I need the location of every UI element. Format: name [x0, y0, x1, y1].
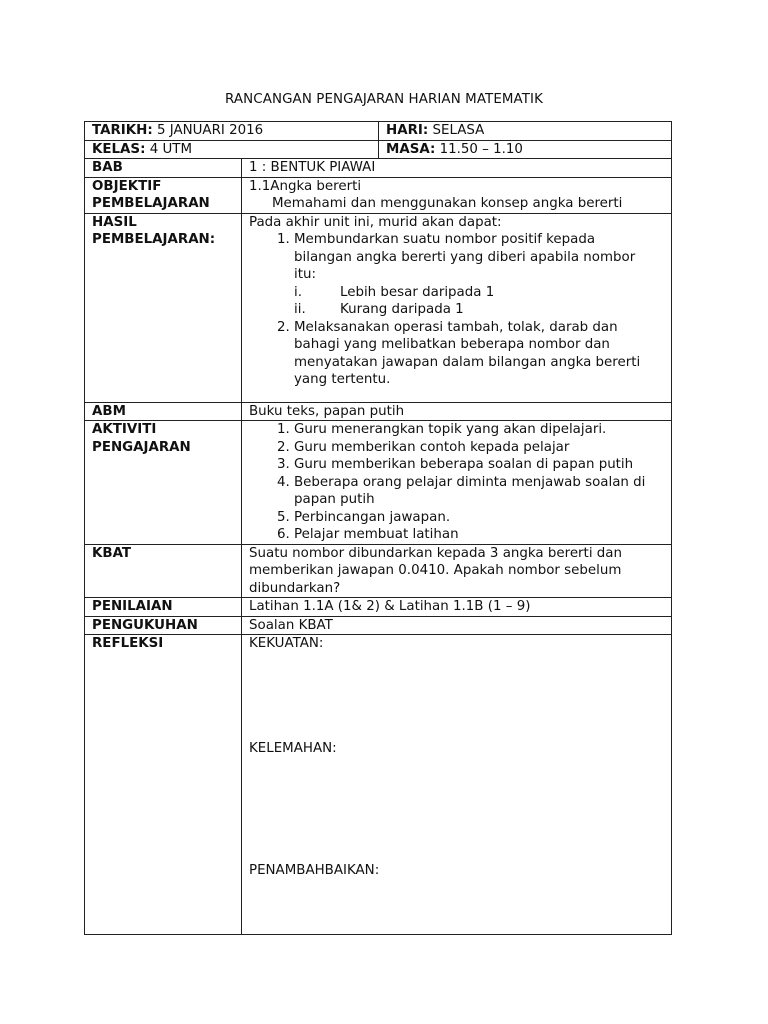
tarikh-cell	[85, 122, 379, 141]
objektif-row	[85, 177, 672, 213]
aktiviti-item: 6. Pelajar membuat latihan	[294, 526, 671, 544]
hasil-sub-1	[294, 284, 671, 302]
kelas-label: KELAS:	[92, 141, 146, 157]
objektif-label-line1: OBJEKTIF	[92, 178, 162, 194]
objektif-line2: Memahami dan menggunakan konsep angka bererti	[272, 196, 623, 211]
hasil-sub-1-num: i.	[294, 284, 302, 300]
hasil-sub-2-num: ii.	[294, 302, 306, 317]
hasil-sub-1-text: Lebih besar daripada 1	[340, 284, 495, 300]
kbat-label: KBAT	[85, 544, 242, 598]
bab-label: BAB	[85, 159, 242, 178]
hasil-label-line1: HASIL	[92, 214, 137, 230]
hasil-item-1-text: 1. Membundarkan suatu nombor positif kepada bilangan angka bererti yang diberi apabila nombor itu:	[294, 232, 636, 282]
page-title: RANCANGAN PENGAJARAN HARIAN MATEMATIK	[225, 92, 543, 107]
bab-value: 1 : BENTUK PIAWAI	[242, 159, 672, 178]
objektif-label	[85, 177, 242, 213]
objektif-value	[242, 177, 672, 213]
hari-value: SELASA	[432, 123, 485, 138]
aktiviti-item: 3. Guru memberikan beberapa soalan di papan putih	[294, 456, 671, 474]
refleksi-value	[242, 635, 672, 935]
hasil-item-2-text: 2. Melaksanakan operasi tambah, tolak, darab dan bahagi yang melibatkan beberapa nombor dan menyatakan jawapan dalam bilangan angka bererti yang tertentu.	[294, 319, 641, 387]
hasil-value	[242, 213, 672, 402]
class-row	[85, 140, 672, 159]
hasil-sub-2	[294, 301, 671, 319]
penilaian-row	[85, 598, 672, 617]
kekuatan-label: KEKUATAN:	[249, 636, 324, 651]
hasil-label-line2: PEMBELAJARAN:	[92, 232, 216, 247]
hasil-sub-2-text: Kurang daripada 1	[340, 302, 464, 317]
hari-label: HARI:	[386, 123, 429, 138]
penilaian-label: PENILAIAN	[85, 598, 242, 617]
pengukuhan-label: PENGUKUHAN	[85, 616, 242, 635]
hasil-row	[85, 213, 672, 402]
hasil-label	[85, 213, 242, 402]
hasil-item-2	[294, 319, 671, 389]
tarikh-value: 5 JANUARI 2016	[156, 123, 264, 138]
aktiviti-value	[242, 421, 672, 545]
kbat-row	[85, 544, 672, 598]
aktiviti-item: 2. Guru memberikan contoh kepada pelajar	[294, 439, 671, 457]
bab-row	[85, 159, 672, 178]
pengukuhan-value: Soalan KBAT	[242, 616, 672, 635]
refleksi-row	[85, 635, 672, 935]
tarikh-label: TARIKH:	[92, 123, 153, 138]
aktiviti-item: 5. Perbincangan jawapan.	[294, 509, 671, 527]
masa-value: 11.50 – 1.10	[439, 141, 523, 157]
hasil-intro: Pada akhir unit ini, murid akan dapat:	[249, 214, 502, 230]
aktiviti-label-line1: AKTIVITI	[92, 422, 157, 437]
refleksi-label: REFLEKSI	[85, 635, 242, 935]
masa-cell	[379, 140, 672, 159]
date-row	[85, 122, 672, 141]
hasil-item-1	[294, 231, 671, 319]
aktiviti-item: 1. Guru menerangkan topik yang akan dipelajari.	[294, 421, 671, 439]
kbat-value: Suatu nombor dibundarkan kepada 3 angka bererti dan memberikan jawapan 0.0410. Apakah nombor sebelum dibundarkan?	[242, 544, 672, 598]
hari-cell	[379, 122, 672, 141]
kelas-cell	[85, 140, 379, 159]
aktiviti-row	[85, 421, 672, 545]
lesson-plan-table	[84, 121, 672, 935]
objektif-line1: 1.1Angka bererti	[249, 178, 362, 194]
penilaian-value: Latihan 1.1A (1& 2) & Latihan 1.1B (1 – 9)	[242, 598, 672, 617]
pengukuhan-row	[85, 616, 672, 635]
aktiviti-label-line2: PENGAJARAN	[92, 439, 191, 455]
aktiviti-item: 4. Beberapa orang pelajar diminta menjawab soalan di papan putih	[294, 474, 671, 509]
objektif-label-line2: PEMBELAJARAN	[92, 196, 210, 211]
kelemahan-label: KELEMAHAN:	[249, 740, 337, 756]
abm-row	[85, 402, 672, 421]
abm-value: Buku teks, papan putih	[242, 402, 672, 421]
abm-label: ABM	[85, 402, 242, 421]
hasil-list	[249, 231, 671, 389]
penambahbaikan-label: PENAMBAHBAIKAN:	[249, 863, 380, 878]
masa-label: MASA:	[386, 141, 436, 157]
aktiviti-list	[249, 421, 671, 544]
kelas-value: 4 UTM	[149, 141, 192, 157]
aktiviti-label	[85, 421, 242, 545]
